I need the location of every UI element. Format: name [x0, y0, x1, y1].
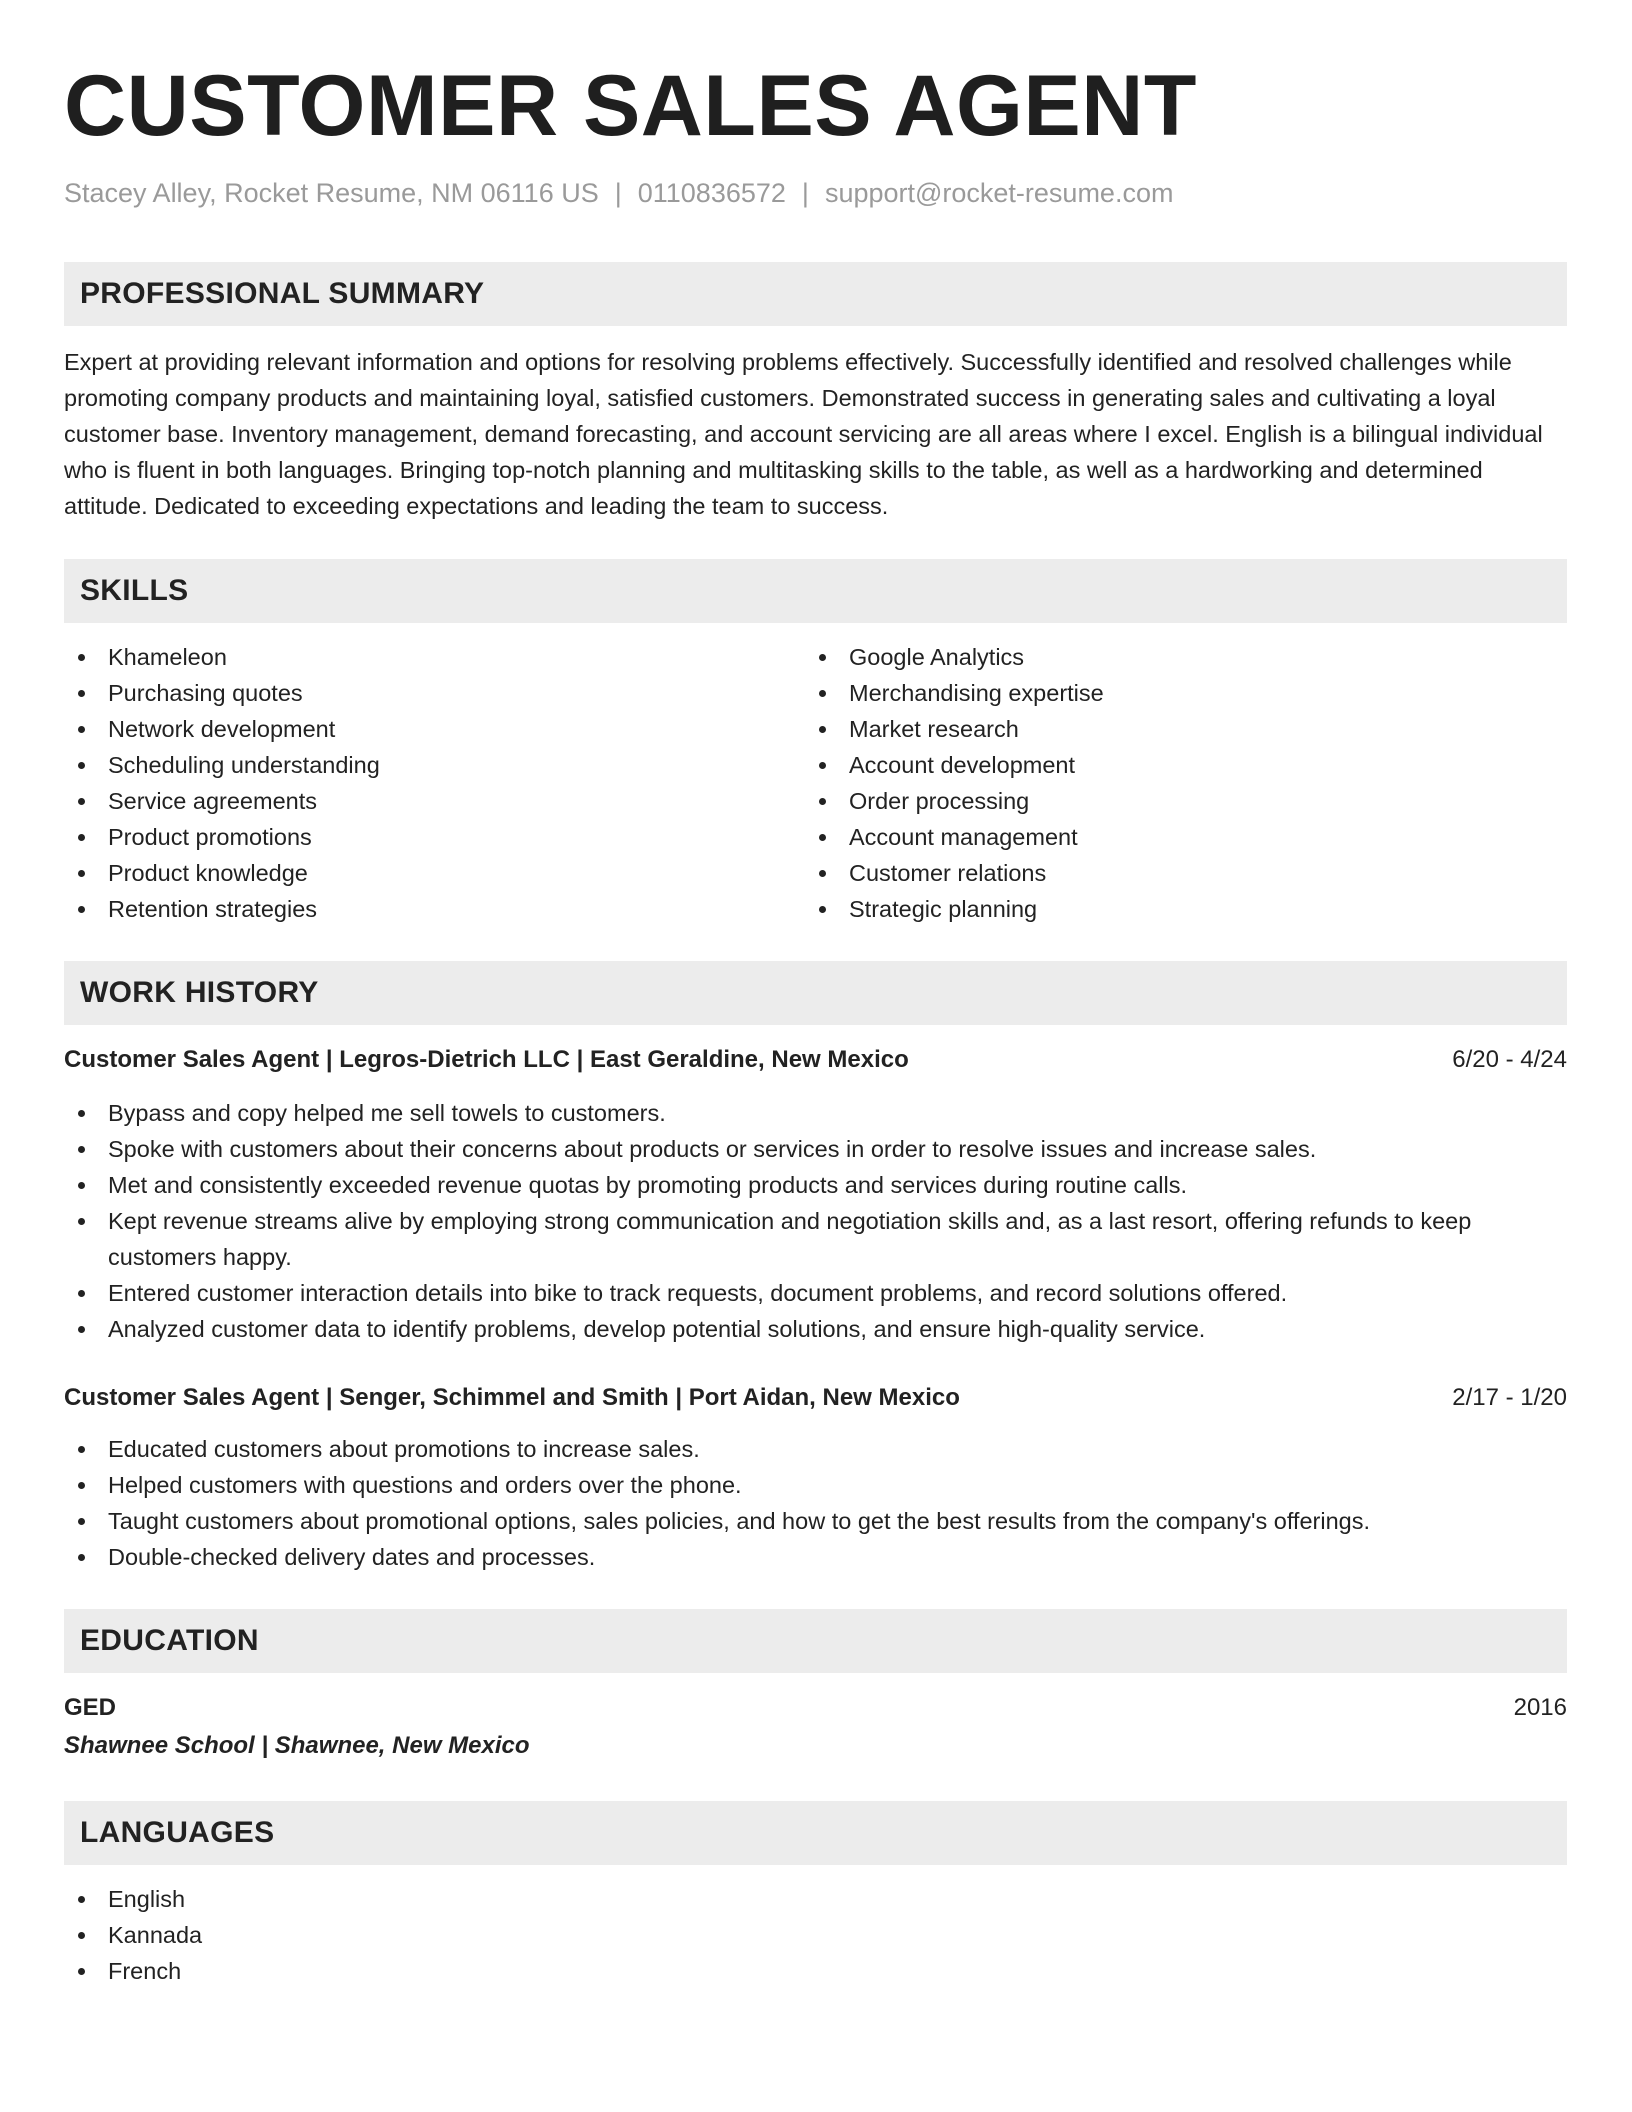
language-item: English	[64, 1881, 1567, 1917]
job-bullets	[64, 1431, 1567, 1575]
skill-item: Network development	[64, 711, 805, 747]
job-dates: 6/20 - 4/24	[1452, 1046, 1567, 1073]
education-year: 2016	[1513, 1694, 1567, 1721]
skills-list-left	[64, 639, 805, 927]
skills-list-right	[805, 639, 1546, 927]
skill-item: Account management	[805, 819, 1546, 855]
skill-item: Retention strategies	[64, 891, 805, 927]
resume-page	[64, 58, 1567, 1989]
section-header-work-history: WORK HISTORY	[64, 961, 1567, 1025]
job-dates: 2/17 - 1/20	[1452, 1384, 1567, 1411]
summary-text: Expert at providing relevant information and options for resolving problems effectively. Successfully identified and resolved challenges while promoting company products and maintaining loyal, satisfied customers. Demonstrated success in generating sales and cultivating a loyal customer base. Inventory management, demand forecasting, and account servicing are all areas where I excel. English is a bilingual individual who is fluent in both languages. Bringing top-notch planning and multitasking skills to the table, as well as a hardworking and determined attitude. Dedicated to exceeding expectations and leading the team to success.	[64, 349, 1543, 519]
job-bullet: Taught customers about promotional options, sales policies, and how to get the best results from the company's offerings.	[64, 1503, 1567, 1539]
skill-item: Account development	[805, 747, 1546, 783]
job-header	[64, 1043, 1567, 1077]
education-school: Shawnee School | Shawnee, New Mexico	[64, 1732, 530, 1759]
job-title: Customer Sales Agent | Legros-Dietrich LLC | East Geraldine, New Mexico	[64, 1046, 909, 1073]
contact-separator: |	[801, 178, 809, 208]
language-item: Kannada	[64, 1917, 1567, 1953]
education-header	[64, 1691, 1567, 1725]
job-title: Customer Sales Agent | Senger, Schimmel and Smith | Port Aidan, New Mexico	[64, 1384, 960, 1411]
job-bullet: Entered customer interaction details into bike to track requests, document problems, and record solutions offered.	[64, 1275, 1567, 1311]
contact-email[interactable]: support@rocket-resume.com	[824, 178, 1174, 208]
contact-phone: 0110836572	[637, 178, 786, 208]
job-entry	[64, 1381, 1567, 1575]
skill-item: Scheduling understanding	[64, 747, 805, 783]
skills-grid	[64, 639, 1567, 927]
skill-item: Google Analytics	[805, 639, 1546, 675]
section-header-skills: SKILLS	[64, 559, 1567, 623]
contact-address: Stacey Alley, Rocket Resume, NM 06116 US	[64, 178, 599, 208]
languages-list	[64, 1881, 1567, 1989]
skills-column-right	[805, 639, 1546, 927]
skill-item: Product knowledge	[64, 855, 805, 891]
skill-item: Merchandising expertise	[805, 675, 1546, 711]
job-bullet: Kept revenue streams alive by employing strong communication and negotiation skills and, as a last resort, offering refunds to keep customers happy.	[64, 1203, 1567, 1275]
job-bullet: Double-checked delivery dates and processes.	[64, 1539, 1567, 1575]
job-bullets	[64, 1095, 1567, 1347]
education-degree: GED	[64, 1694, 117, 1721]
skill-item: Service agreements	[64, 783, 805, 819]
skill-item: Customer relations	[805, 855, 1546, 891]
skill-item: Order processing	[805, 783, 1546, 819]
job-header	[64, 1381, 1567, 1415]
job-bullet: Analyzed customer data to identify problems, develop potential solutions, and ensure high-quality service.	[64, 1311, 1567, 1347]
section-header-education: EDUCATION	[64, 1609, 1567, 1673]
language-item: French	[64, 1953, 1567, 1989]
job-bullet: Educated customers about promotions to increase sales.	[64, 1431, 1567, 1467]
job-bullet: Helped customers with questions and orders over the phone.	[64, 1467, 1567, 1503]
skill-item: Khameleon	[64, 639, 805, 675]
skill-item: Strategic planning	[805, 891, 1546, 927]
contact-line	[64, 176, 1567, 210]
contact-separator: |	[614, 178, 622, 208]
job-bullet: Bypass and copy helped me sell towels to customers.	[64, 1095, 1567, 1131]
skills-column-left	[64, 639, 805, 927]
section-header-languages: LANGUAGES	[64, 1801, 1567, 1865]
skill-item: Market research	[805, 711, 1546, 747]
job-entry	[64, 1043, 1567, 1347]
skill-item: Product promotions	[64, 819, 805, 855]
skill-item: Purchasing quotes	[64, 675, 805, 711]
section-header-summary: PROFESSIONAL SUMMARY	[64, 262, 1567, 326]
resume-title: CUSTOMER SALES AGENT	[64, 58, 1197, 154]
job-bullet: Met and consistently exceeded revenue quotas by promoting products and services during routine calls.	[64, 1167, 1567, 1203]
job-bullet: Spoke with customers about their concerns about products or services in order to resolve issues and increase sales.	[64, 1131, 1567, 1167]
